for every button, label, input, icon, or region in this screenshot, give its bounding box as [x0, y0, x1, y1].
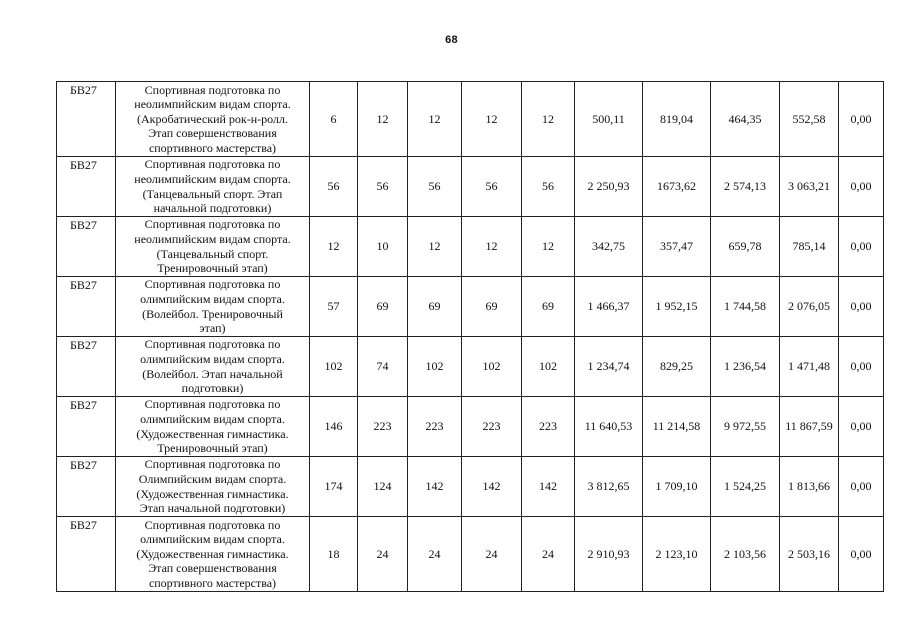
description-line: неолимпийским видам спорта. [134, 97, 291, 112]
value-cell: 12 [522, 82, 575, 157]
description-line: (Художественная гимнастика. [136, 486, 289, 501]
page-number: 68 [445, 34, 458, 46]
description-line: (Художественная гимнастика. [136, 426, 289, 441]
value-cell: 6 [310, 82, 358, 157]
table-row [57, 157, 884, 217]
description-line: (Танцевальный спорт. [156, 246, 269, 261]
table-row [57, 337, 884, 397]
value-cell: 12 [462, 217, 522, 277]
value-cell: 223 [358, 397, 408, 457]
value-cell: 223 [522, 397, 575, 457]
value-cell: 464,35 [711, 82, 780, 157]
description-line: Спортивная подготовка по [144, 82, 281, 97]
description-line: этап) [199, 321, 226, 336]
value-cell: 357,47 [643, 217, 711, 277]
value-cell: 819,04 [643, 82, 711, 157]
value-cell: 18 [310, 517, 358, 592]
value-cell: 10 [358, 217, 408, 277]
description-line: неолимпийским видам спорта. [134, 171, 291, 186]
table-row [57, 277, 884, 337]
table-row [57, 457, 884, 517]
description-line: Тренировочный этап) [157, 261, 268, 276]
row-code-cell: БВ27 [57, 457, 116, 517]
value-cell: 24 [358, 517, 408, 592]
value-cell: 785,14 [780, 217, 839, 277]
description-line: Спортивная подготовка по [144, 157, 281, 172]
description-line: олимпийским видам спорта. [140, 411, 285, 426]
description-line: спортивного мастерства) [148, 575, 277, 590]
value-cell: 0,00 [839, 277, 884, 337]
value-cell: 2 076,05 [780, 277, 839, 337]
description-line: спортивного мастерства) [148, 140, 277, 155]
description-line: подготовки) [181, 381, 244, 396]
table-body [57, 82, 884, 592]
value-cell: 2 250,93 [575, 157, 643, 217]
value-cell: 2 123,10 [643, 517, 711, 592]
description-line: Тренировочный этап) [157, 441, 268, 456]
value-cell: 57 [310, 277, 358, 337]
value-cell: 146 [310, 397, 358, 457]
value-cell: 142 [408, 457, 462, 517]
row-description-cell [116, 217, 310, 277]
description-line: Спортивная подготовка по [144, 277, 281, 292]
value-cell: 1 813,66 [780, 457, 839, 517]
value-cell: 1 952,15 [643, 277, 711, 337]
description-line: начальной подготовки) [153, 201, 272, 216]
table-row [57, 217, 884, 277]
row-description-cell [116, 157, 310, 217]
value-cell: 24 [522, 517, 575, 592]
value-cell: 829,25 [643, 337, 711, 397]
value-cell: 0,00 [839, 397, 884, 457]
value-cell: 12 [358, 82, 408, 157]
value-cell: 74 [358, 337, 408, 397]
row-code-cell: БВ27 [57, 397, 116, 457]
row-description-cell [116, 277, 310, 337]
value-cell: 2 910,93 [575, 517, 643, 592]
description-line: (Акробатический рок-н-ролл. [136, 111, 288, 126]
row-code-cell: БВ27 [57, 337, 116, 397]
value-cell: 1 709,10 [643, 457, 711, 517]
row-code-cell: БВ27 [57, 217, 116, 277]
value-cell: 0,00 [839, 82, 884, 157]
value-cell: 0,00 [839, 337, 884, 397]
value-cell: 142 [522, 457, 575, 517]
value-cell: 102 [462, 337, 522, 397]
value-cell: 2 503,16 [780, 517, 839, 592]
description-line: неолимпийским видам спорта. [134, 231, 291, 246]
value-cell: 1 466,37 [575, 277, 643, 337]
value-cell: 56 [358, 157, 408, 217]
value-cell: 56 [462, 157, 522, 217]
row-description-cell [116, 337, 310, 397]
value-cell: 69 [408, 277, 462, 337]
value-cell: 1673,62 [643, 157, 711, 217]
value-cell: 56 [408, 157, 462, 217]
description-line: Спортивная подготовка по [144, 217, 281, 232]
value-cell: 56 [522, 157, 575, 217]
value-cell: 12 [408, 82, 462, 157]
budget-table [56, 81, 884, 592]
value-cell: 56 [310, 157, 358, 217]
value-cell: 24 [408, 517, 462, 592]
value-cell: 102 [408, 337, 462, 397]
value-cell: 659,78 [711, 217, 780, 277]
table-row [57, 397, 884, 457]
value-cell: 69 [522, 277, 575, 337]
value-cell: 102 [310, 337, 358, 397]
value-cell: 3 812,65 [575, 457, 643, 517]
row-code-cell: БВ27 [57, 82, 116, 157]
value-cell: 0,00 [839, 517, 884, 592]
description-line: (Волейбол. Этап начальной [142, 366, 283, 381]
value-cell: 2 103,56 [711, 517, 780, 592]
value-cell: 69 [462, 277, 522, 337]
value-cell: 12 [462, 82, 522, 157]
description-line: Олимпийским видам спорта. [138, 471, 287, 486]
table-row [57, 82, 884, 157]
value-cell: 3 063,21 [780, 157, 839, 217]
value-cell: 69 [358, 277, 408, 337]
value-cell: 9 972,55 [711, 397, 780, 457]
value-cell: 2 574,13 [711, 157, 780, 217]
description-line: олимпийским видам спорта. [140, 351, 285, 366]
value-cell: 12 [522, 217, 575, 277]
value-cell: 142 [462, 457, 522, 517]
description-line: Спортивная подготовка по [144, 457, 281, 472]
value-cell: 0,00 [839, 457, 884, 517]
value-cell: 24 [462, 517, 522, 592]
value-cell: 11 214,58 [643, 397, 711, 457]
value-cell: 12 [408, 217, 462, 277]
description-line: Спортивная подготовка по [144, 397, 281, 412]
value-cell: 223 [462, 397, 522, 457]
value-cell: 500,11 [575, 82, 643, 157]
description-line: (Волейбол. Тренировочный [142, 306, 283, 321]
value-cell: 1 234,74 [575, 337, 643, 397]
row-code-cell: БВ27 [57, 157, 116, 217]
description-line: Этап начальной подготовки) [139, 501, 286, 516]
description-line: олимпийским видам спорта. [140, 532, 285, 547]
value-cell: 174 [310, 457, 358, 517]
description-line: (Художественная гимнастика. [136, 546, 289, 561]
value-cell: 1 236,54 [711, 337, 780, 397]
description-line: (Танцевальный спорт. Этап [142, 186, 283, 201]
value-cell: 342,75 [575, 217, 643, 277]
row-description-cell [116, 517, 310, 592]
value-cell: 0,00 [839, 217, 884, 277]
row-code-cell: БВ27 [57, 517, 116, 592]
value-cell: 1 524,25 [711, 457, 780, 517]
value-cell: 12 [310, 217, 358, 277]
row-description-cell [116, 397, 310, 457]
description-line: Этап совершенствования [148, 126, 277, 141]
table-row [57, 517, 884, 592]
value-cell: 1 471,48 [780, 337, 839, 397]
row-description-cell [116, 82, 310, 157]
value-cell: 1 744,58 [711, 277, 780, 337]
value-cell: 102 [522, 337, 575, 397]
value-cell: 11 867,59 [780, 397, 839, 457]
value-cell: 11 640,53 [575, 397, 643, 457]
value-cell: 223 [408, 397, 462, 457]
description-line: Спортивная подготовка по [144, 337, 281, 352]
row-code-cell: БВ27 [57, 277, 116, 337]
value-cell: 124 [358, 457, 408, 517]
row-description-cell [116, 457, 310, 517]
description-line: олимпийским видам спорта. [140, 291, 285, 306]
value-cell: 552,58 [780, 82, 839, 157]
description-line: Спортивная подготовка по [144, 517, 281, 532]
value-cell: 0,00 [839, 157, 884, 217]
description-line: Этап совершенствования [148, 561, 277, 576]
